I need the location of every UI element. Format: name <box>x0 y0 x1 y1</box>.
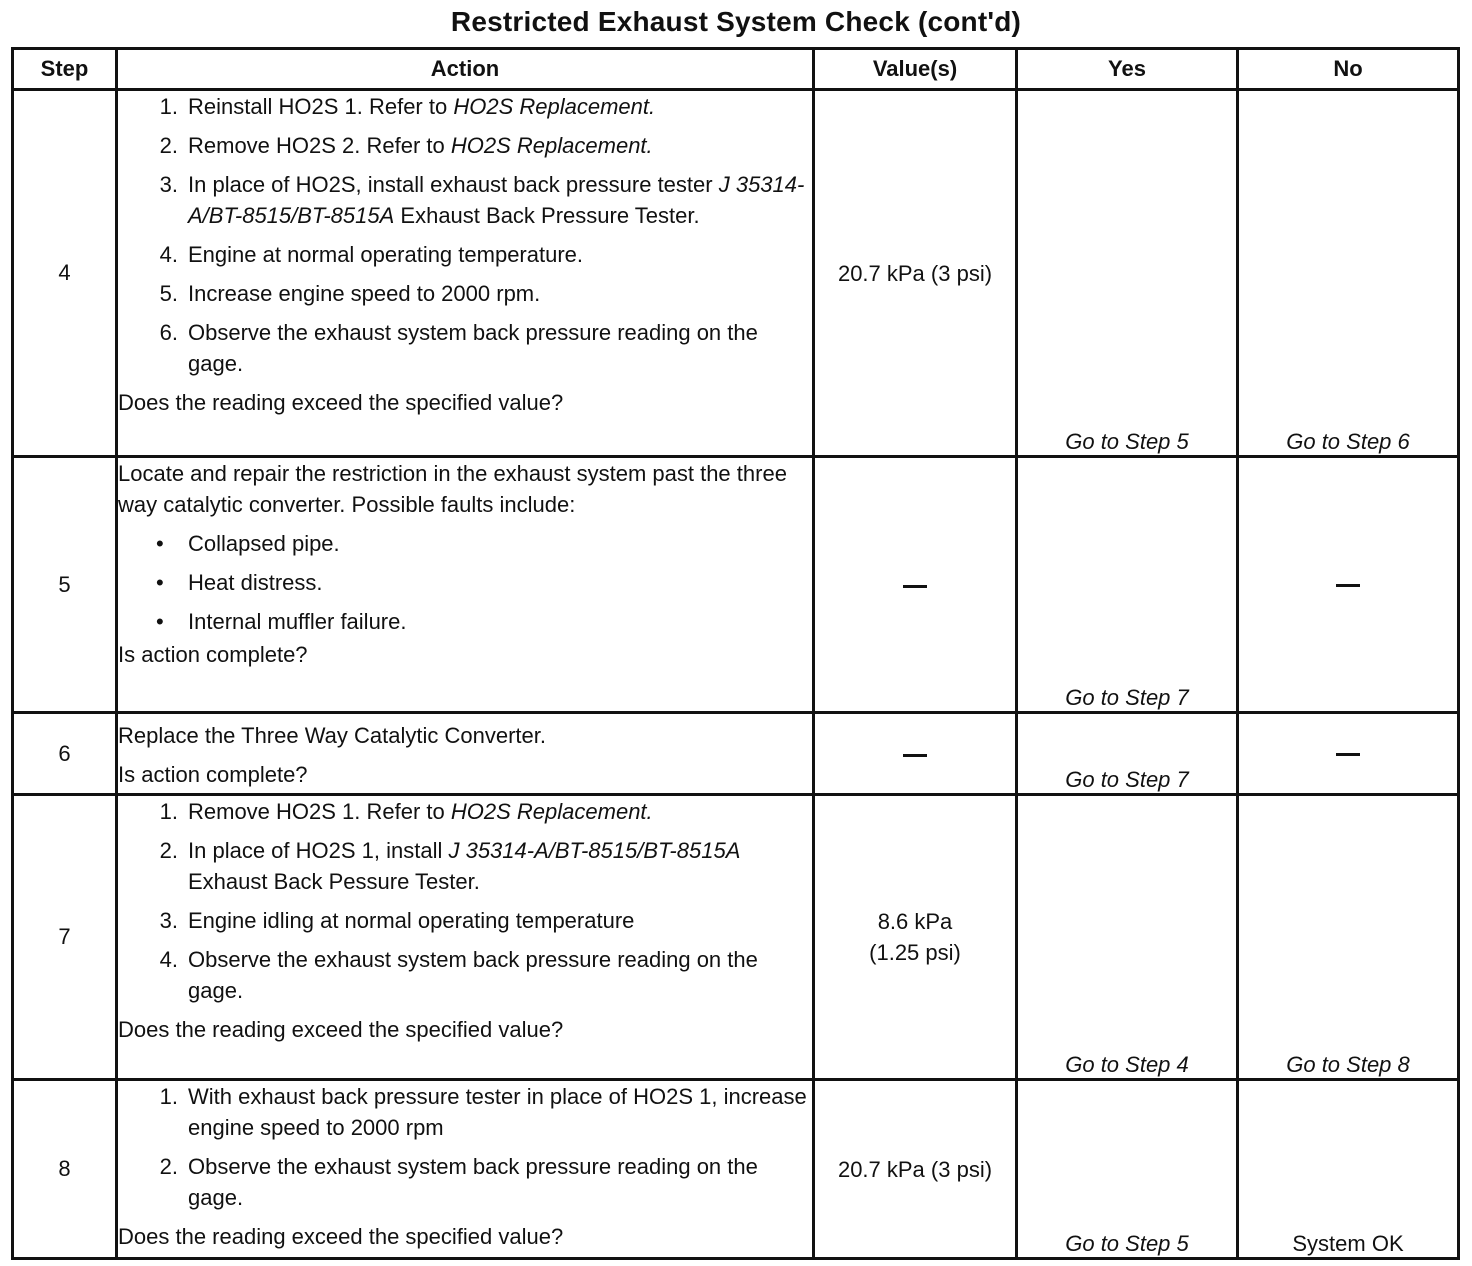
bullet-text: Internal muffler failure. <box>188 609 407 634</box>
value-cell <box>814 795 1017 1080</box>
bullet-icon: • <box>156 609 164 634</box>
action-cell <box>117 90 814 457</box>
list-item <box>118 528 812 559</box>
action-list <box>118 796 812 1006</box>
item-number: 1. <box>159 799 178 824</box>
fault-list <box>118 528 812 637</box>
list-item <box>118 169 812 231</box>
question-text: Does the reading exceed the specified value? <box>118 1224 564 1249</box>
action-list <box>118 1081 812 1213</box>
action-cell <box>117 457 814 713</box>
step-number: 8 <box>13 1080 117 1259</box>
item-text: Observe the exhaust system back pressure reading on the gage. <box>188 1154 758 1210</box>
item-text: Remove HO2S 2. Refer to <box>188 133 451 158</box>
step-number: 4 <box>13 90 117 457</box>
header-yes: Yes <box>1017 49 1238 90</box>
list-item <box>118 905 812 936</box>
no-cell: Go to Step 8 <box>1238 795 1459 1080</box>
item-text: Engine idling at normal operating temperature <box>188 908 635 933</box>
reference-link: HO2S Replacement. <box>453 94 656 119</box>
list-item <box>118 835 812 897</box>
header-no: No <box>1238 49 1459 90</box>
step-number: 5 <box>13 457 117 713</box>
value-line: 8.6 kPa <box>877 909 953 934</box>
step-number: 7 <box>13 795 117 1080</box>
step-number: 6 <box>13 713 117 795</box>
question-text: Does the reading exceed the specified value? <box>118 1017 564 1042</box>
item-text: In place of HO2S, install exhaust back pressure tester <box>188 172 719 197</box>
action-cell <box>117 1080 814 1259</box>
no-cell: Go to Step 6 <box>1238 90 1459 457</box>
value-cell: 20.7 kPa (3 psi) <box>814 1080 1017 1259</box>
item-text: With exhaust back pressure tester in place of HO2S 1, increase engine speed to 2000 rpm <box>188 1084 807 1140</box>
list-item <box>118 278 812 309</box>
item-text: Exhaust Back Pessure Tester. <box>188 869 480 894</box>
list-item <box>118 130 812 161</box>
list-item <box>118 239 812 270</box>
dash-icon <box>1336 753 1360 756</box>
item-text: Increase engine speed to 2000 rpm. <box>188 281 541 306</box>
bullet-icon: • <box>156 570 164 595</box>
item-number: 6. <box>159 320 178 345</box>
dash-icon <box>1336 584 1360 587</box>
list-item <box>118 1081 812 1143</box>
item-number: 4. <box>159 242 178 267</box>
header-step: Step <box>13 49 117 90</box>
value-cell: 20.7 kPa (3 psi) <box>814 90 1017 457</box>
yes-cell: Go to Step 7 <box>1017 713 1238 795</box>
value-line: (1.25 psi) <box>869 940 961 965</box>
list-item <box>118 796 812 827</box>
yes-cell: Go to Step 5 <box>1017 90 1238 457</box>
question-text: Does the reading exceed the specified value? <box>118 390 564 415</box>
table-row <box>13 795 1459 1080</box>
table-row <box>13 457 1459 713</box>
yes-cell: Go to Step 5 <box>1017 1080 1238 1259</box>
item-text: Remove HO2S 1. Refer to <box>188 799 451 824</box>
action-cell <box>117 713 814 795</box>
item-number: 2. <box>159 1154 178 1179</box>
bullet-text: Heat distress. <box>188 570 323 595</box>
list-item <box>118 606 812 637</box>
list-item <box>118 1151 812 1213</box>
item-number: 3. <box>159 172 178 197</box>
table-row <box>13 1080 1459 1259</box>
yes-cell: Go to Step 4 <box>1017 795 1238 1080</box>
diagnostic-table <box>11 47 1460 1260</box>
header-values: Value(s) <box>814 49 1017 90</box>
item-text: Engine at normal operating temperature. <box>188 242 584 267</box>
bullet-icon: • <box>156 531 164 556</box>
item-text: Exhaust Back Pressure Tester. <box>394 203 700 228</box>
tool-reference: J 35314-A/BT-8515/BT-8515A <box>188 172 805 228</box>
bullet-text: Collapsed pipe. <box>188 531 340 556</box>
item-number: 1. <box>159 94 178 119</box>
reference-link: HO2S Replacement. <box>450 133 653 158</box>
dash-icon <box>903 754 927 757</box>
list-item <box>118 91 812 122</box>
item-number: 2. <box>159 133 178 158</box>
item-text: Observe the exhaust system back pressure reading on the gage. <box>188 320 758 376</box>
item-text: Reinstall HO2S 1. Refer to <box>188 94 454 119</box>
action-intro: Replace the Three Way Catalytic Converter. <box>118 723 546 748</box>
item-text: Observe the exhaust system back pressure reading on the gage. <box>188 947 758 1003</box>
item-number: 4. <box>159 947 178 972</box>
reference-link: HO2S Replacement. <box>450 799 653 824</box>
question-text: Is action complete? <box>118 642 308 667</box>
list-item <box>118 317 812 379</box>
value-cell <box>814 713 1017 795</box>
item-number: 3. <box>159 908 178 933</box>
yes-cell: Go to Step 7 <box>1017 457 1238 713</box>
value-cell <box>814 457 1017 713</box>
table-row <box>13 713 1459 795</box>
action-intro: Locate and repair the restriction in the exhaust system past the three way catalytic converter. Possible faults include: <box>118 461 787 517</box>
action-cell <box>117 795 814 1080</box>
question-text: Is action complete? <box>118 762 308 787</box>
item-number: 5. <box>159 281 178 306</box>
dash-icon <box>903 585 927 588</box>
list-item <box>118 567 812 598</box>
table-row <box>13 90 1459 457</box>
item-text: In place of HO2S 1, install <box>188 838 449 863</box>
list-item <box>118 944 812 1006</box>
page-title: Restricted Exhaust System Check (cont'd) <box>450 6 1022 37</box>
item-number: 2. <box>159 838 178 863</box>
item-number: 1. <box>159 1084 178 1109</box>
header-action: Action <box>117 49 814 90</box>
tool-reference: J 35314-A/BT-8515/BT-8515A <box>448 838 741 863</box>
no-cell <box>1238 457 1459 713</box>
no-cell: System OK <box>1238 1080 1459 1259</box>
header-row <box>13 49 1459 90</box>
no-cell <box>1238 713 1459 795</box>
action-list <box>118 91 812 379</box>
